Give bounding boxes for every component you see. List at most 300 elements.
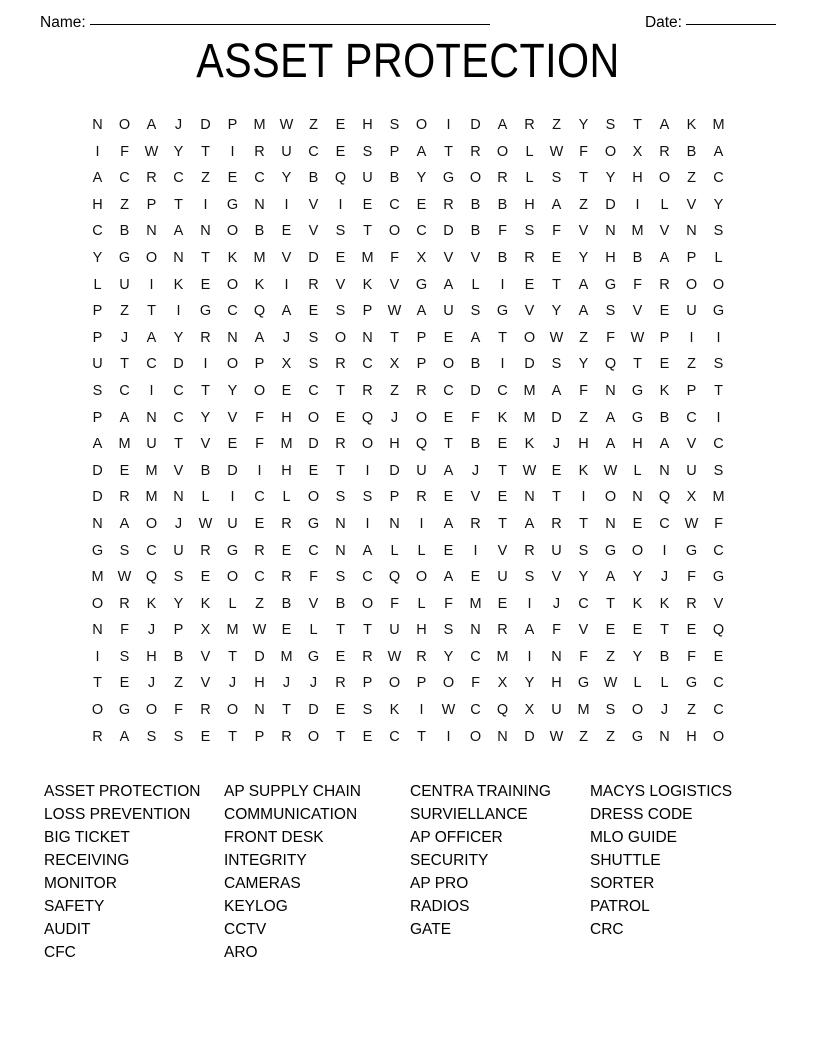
word-bank-item[interactable]: LOSS PREVENTION (44, 806, 191, 823)
grid-cell[interactable]: Y (578, 569, 589, 586)
grid-cell[interactable]: C (173, 382, 184, 399)
grid-cell[interactable]: E (335, 648, 346, 665)
grid-cell[interactable]: N (389, 515, 400, 532)
grid-cell[interactable]: S (605, 117, 616, 133)
grid-cell[interactable]: C (227, 303, 238, 320)
grid-cell[interactable]: I (527, 595, 532, 612)
grid-cell[interactable]: N (173, 489, 184, 506)
grid-cell[interactable]: O (604, 143, 617, 160)
grid-cell[interactable]: D (524, 356, 535, 373)
grid-cell[interactable]: F (633, 276, 642, 293)
grid-cell[interactable]: N (524, 489, 535, 506)
grid-cell[interactable]: A (659, 249, 670, 266)
grid-cell[interactable]: M (280, 648, 293, 665)
grid-cell[interactable]: T (363, 622, 372, 639)
grid-cell[interactable]: M (469, 595, 482, 612)
word-bank-item[interactable]: CCTV (224, 921, 267, 938)
grid-cell[interactable]: A (416, 143, 427, 160)
word-bank-item[interactable]: GATE (410, 921, 452, 938)
grid-cell[interactable]: Z (120, 196, 129, 213)
grid-cell[interactable]: O (118, 117, 131, 133)
grid-cell[interactable]: O (442, 356, 455, 373)
grid-cell[interactable]: K (227, 249, 238, 266)
grid-cell[interactable]: O (145, 702, 158, 719)
grid-cell[interactable]: S (335, 223, 346, 240)
grid-cell[interactable]: S (362, 143, 373, 160)
grid-cell[interactable]: J (228, 675, 237, 692)
grid-cell[interactable]: E (605, 622, 616, 639)
grid-cell[interactable]: O (361, 595, 374, 612)
grid-cell[interactable]: Q (334, 170, 347, 187)
word-bank-item[interactable]: AP OFFICER (410, 829, 503, 846)
grid-cell[interactable]: U (497, 569, 508, 586)
grid-cell[interactable]: A (578, 303, 589, 320)
grid-cell[interactable]: B (686, 143, 697, 160)
grid-cell[interactable]: R (119, 595, 130, 612)
grid-cell[interactable]: C (308, 382, 319, 399)
grid-cell[interactable]: Y (416, 170, 427, 187)
grid-cell[interactable]: E (443, 329, 454, 346)
grid-cell[interactable]: S (605, 702, 616, 719)
grid-cell[interactable]: M (280, 436, 293, 453)
grid-cell[interactable]: C (308, 542, 319, 559)
grid-cell[interactable]: G (712, 569, 725, 586)
grid-cell[interactable]: Y (227, 382, 238, 399)
grid-cell[interactable]: D (227, 462, 238, 479)
grid-cell[interactable]: B (308, 170, 319, 187)
word-bank-item[interactable]: BIG TICKET (44, 829, 130, 846)
grid-cell[interactable]: I (230, 489, 235, 506)
grid-cell[interactable]: R (497, 622, 508, 639)
grid-cell[interactable]: Q (388, 569, 401, 586)
grid-cell[interactable]: N (227, 329, 238, 346)
grid-cell[interactable]: C (713, 542, 724, 559)
grid-cell[interactable]: P (227, 117, 238, 133)
grid-cell[interactable]: I (176, 303, 181, 320)
grid-cell[interactable]: G (118, 702, 131, 719)
grid-cell[interactable]: Y (281, 170, 292, 187)
grid-cell[interactable]: V (308, 595, 319, 612)
word-bank-item[interactable]: MLO GUIDE (590, 829, 677, 846)
grid-cell[interactable]: O (496, 143, 509, 160)
grid-cell[interactable]: N (605, 515, 616, 532)
grid-cell[interactable]: B (119, 223, 130, 240)
grid-cell[interactable]: I (635, 196, 640, 213)
grid-cell[interactable]: F (444, 595, 453, 612)
grid-cell[interactable]: G (307, 515, 320, 532)
word-bank-item[interactable]: SURVIELLANCE (410, 806, 528, 823)
word-bank-item[interactable]: ARO (224, 944, 258, 961)
grid-cell[interactable]: V (497, 542, 508, 559)
grid-cell[interactable]: O (604, 489, 617, 506)
grid-cell[interactable]: F (120, 143, 129, 160)
grid-cell[interactable]: Q (145, 569, 158, 586)
grid-cell[interactable]: A (497, 117, 508, 133)
grid-cell[interactable]: I (257, 462, 262, 479)
grid-cell[interactable]: N (254, 196, 265, 213)
grid-cell[interactable]: J (660, 702, 669, 719)
grid-cell[interactable]: S (308, 356, 319, 373)
grid-cell[interactable]: A (92, 436, 103, 453)
grid-cell[interactable]: D (443, 223, 454, 240)
grid-cell[interactable]: B (389, 170, 400, 187)
grid-cell[interactable]: E (281, 542, 292, 559)
grid-cell[interactable]: G (685, 542, 698, 559)
grid-cell[interactable]: W (684, 515, 699, 532)
grid-cell[interactable]: A (119, 515, 130, 532)
grid-cell[interactable]: L (660, 675, 669, 692)
grid-cell[interactable]: T (606, 595, 615, 612)
word-bank-item[interactable]: ASSET PROTECTION (44, 783, 201, 800)
grid-cell[interactable]: T (147, 303, 156, 320)
grid-cell[interactable]: P (686, 382, 697, 399)
grid-cell[interactable]: H (362, 117, 373, 133)
grid-cell[interactable]: R (524, 249, 535, 266)
grid-cell[interactable]: E (416, 196, 427, 213)
grid-cell[interactable]: U (551, 702, 562, 719)
grid-cell[interactable]: C (92, 223, 103, 240)
grid-cell[interactable]: V (713, 595, 724, 612)
grid-cell[interactable]: L (201, 489, 210, 506)
grid-cell[interactable]: F (498, 223, 507, 240)
grid-cell[interactable]: E (281, 223, 292, 240)
grid-cell[interactable]: T (552, 489, 561, 506)
grid-cell[interactable]: E (200, 276, 211, 293)
grid-cell[interactable]: U (443, 303, 454, 320)
grid-cell[interactable]: F (120, 622, 129, 639)
grid-cell[interactable]: D (389, 462, 400, 479)
grid-cell[interactable]: T (201, 249, 210, 266)
grid-cell[interactable]: L (282, 489, 291, 506)
grid-cell[interactable]: H (686, 728, 697, 745)
grid-cell[interactable]: U (119, 276, 130, 293)
grid-cell[interactable]: J (552, 595, 561, 612)
grid-cell[interactable]: K (659, 382, 670, 399)
grid-cell[interactable]: J (174, 515, 183, 532)
grid-cell[interactable]: L (525, 170, 534, 187)
grid-cell[interactable]: I (203, 356, 208, 373)
grid-cell[interactable]: N (362, 329, 373, 346)
grid-cell[interactable]: X (200, 622, 211, 639)
grid-cell[interactable]: L (660, 196, 669, 213)
grid-cell[interactable]: R (659, 276, 670, 293)
word-bank-item[interactable]: CFC (44, 944, 76, 961)
grid-cell[interactable]: Y (443, 648, 454, 665)
grid-cell[interactable]: O (361, 436, 374, 453)
grid-cell[interactable]: C (389, 196, 400, 213)
grid-cell[interactable]: J (471, 462, 480, 479)
grid-cell[interactable]: Z (687, 702, 696, 719)
grid-cell[interactable]: B (470, 223, 481, 240)
grid-cell[interactable]: F (687, 569, 696, 586)
grid-cell[interactable]: C (497, 382, 508, 399)
grid-cell[interactable]: Z (687, 356, 696, 373)
grid-cell[interactable]: R (551, 515, 562, 532)
grid-cell[interactable]: P (362, 303, 373, 320)
grid-cell[interactable]: H (632, 436, 643, 453)
grid-cell[interactable]: Y (551, 303, 562, 320)
grid-cell[interactable]: E (443, 542, 454, 559)
grid-cell[interactable]: Z (579, 196, 588, 213)
grid-cell[interactable]: N (173, 249, 184, 266)
grid-cell[interactable]: K (389, 702, 400, 719)
grid-cell[interactable]: O (415, 409, 428, 426)
grid-cell[interactable]: N (92, 622, 103, 639)
grid-cell[interactable]: V (335, 276, 346, 293)
grid-cell[interactable]: I (338, 196, 343, 213)
grid-cell[interactable]: O (145, 515, 158, 532)
grid-cell[interactable]: G (91, 542, 104, 559)
grid-cell[interactable]: F (579, 143, 588, 160)
grid-cell[interactable]: Q (415, 436, 428, 453)
grid-cell[interactable]: C (389, 728, 400, 745)
grid-cell[interactable]: P (659, 329, 670, 346)
grid-cell[interactable]: C (470, 648, 481, 665)
grid-cell[interactable]: A (659, 117, 670, 133)
grid-cell[interactable]: Q (712, 622, 725, 639)
grid-cell[interactable]: M (253, 249, 266, 266)
grid-cell[interactable]: O (631, 702, 644, 719)
grid-cell[interactable]: G (631, 382, 644, 399)
grid-cell[interactable]: P (92, 303, 103, 320)
grid-cell[interactable]: L (309, 622, 318, 639)
grid-cell[interactable]: P (416, 356, 427, 373)
grid-cell[interactable]: Y (92, 249, 103, 266)
grid-cell[interactable]: N (92, 117, 103, 133)
grid-cell[interactable]: A (605, 569, 616, 586)
grid-cell[interactable]: C (443, 382, 454, 399)
grid-cell[interactable]: J (147, 622, 156, 639)
grid-cell[interactable]: A (578, 276, 589, 293)
grid-cell[interactable]: X (632, 143, 643, 160)
grid-cell[interactable]: P (92, 329, 103, 346)
grid-cell[interactable]: O (631, 542, 644, 559)
grid-cell[interactable]: S (308, 329, 319, 346)
grid-cell[interactable]: I (95, 143, 100, 160)
grid-cell[interactable]: A (254, 329, 265, 346)
grid-cell[interactable]: P (362, 675, 373, 692)
grid-cell[interactable]: C (254, 569, 265, 586)
grid-cell[interactable]: S (389, 117, 400, 133)
grid-cell[interactable]: R (200, 702, 211, 719)
grid-cell[interactable]: K (632, 595, 643, 612)
grid-cell[interactable]: M (523, 409, 536, 426)
grid-cell[interactable]: I (95, 648, 100, 665)
grid-cell[interactable]: A (146, 329, 157, 346)
grid-cell[interactable]: J (282, 329, 291, 346)
grid-cell[interactable]: E (308, 303, 319, 320)
grid-cell[interactable]: S (335, 303, 346, 320)
grid-cell[interactable]: R (335, 436, 346, 453)
grid-cell[interactable]: E (362, 196, 373, 213)
grid-cell[interactable]: Z (120, 303, 129, 320)
grid-cell[interactable]: R (686, 595, 697, 612)
grid-cell[interactable]: R (281, 515, 292, 532)
grid-cell[interactable]: Z (552, 117, 561, 133)
grid-cell[interactable]: G (631, 728, 644, 745)
grid-cell[interactable]: R (281, 569, 292, 586)
grid-cell[interactable]: R (524, 117, 535, 133)
grid-cell[interactable]: I (662, 542, 667, 559)
grid-cell[interactable]: O (145, 249, 158, 266)
grid-cell[interactable]: U (389, 622, 400, 639)
grid-cell[interactable]: A (659, 436, 670, 453)
grid-cell[interactable]: S (173, 569, 184, 586)
grid-cell[interactable]: O (469, 170, 482, 187)
grid-cell[interactable]: X (686, 489, 697, 506)
grid-cell[interactable]: I (419, 702, 424, 719)
grid-cell[interactable]: A (524, 622, 535, 639)
grid-cell[interactable]: K (254, 276, 265, 293)
grid-cell[interactable]: K (659, 595, 670, 612)
grid-cell[interactable]: F (714, 515, 723, 532)
grid-cell[interactable]: D (200, 117, 211, 133)
grid-cell[interactable]: C (686, 409, 697, 426)
grid-cell[interactable]: S (713, 223, 724, 240)
grid-cell[interactable]: R (200, 542, 211, 559)
grid-cell[interactable]: S (119, 542, 130, 559)
grid-cell[interactable]: T (660, 622, 669, 639)
grid-cell[interactable]: C (578, 595, 589, 612)
grid-cell[interactable]: J (282, 675, 291, 692)
grid-cell[interactable]: T (228, 648, 237, 665)
grid-cell[interactable]: T (552, 276, 561, 293)
grid-cell[interactable]: A (443, 569, 454, 586)
grid-cell[interactable]: M (577, 702, 590, 719)
grid-cell[interactable]: N (146, 223, 157, 240)
grid-cell[interactable]: S (362, 489, 373, 506)
grid-cell[interactable]: A (605, 436, 616, 453)
grid-cell[interactable]: A (443, 462, 454, 479)
grid-cell[interactable]: E (281, 622, 292, 639)
grid-cell[interactable]: O (469, 728, 482, 745)
grid-cell[interactable]: W (252, 622, 267, 639)
grid-cell[interactable]: A (119, 728, 130, 745)
grid-cell[interactable]: P (92, 409, 103, 426)
grid-cell[interactable]: H (605, 249, 616, 266)
grid-cell[interactable]: F (390, 595, 399, 612)
grid-cell[interactable]: T (633, 356, 642, 373)
grid-cell[interactable]: Z (255, 595, 264, 612)
grid-cell[interactable]: E (335, 702, 346, 719)
grid-cell[interactable]: B (497, 249, 508, 266)
grid-cell[interactable]: I (446, 728, 451, 745)
grid-cell[interactable]: T (417, 728, 426, 745)
grid-cell[interactable]: M (91, 569, 104, 586)
grid-cell[interactable]: O (523, 329, 536, 346)
grid-cell[interactable]: E (551, 462, 562, 479)
grid-cell[interactable]: R (470, 515, 481, 532)
grid-cell[interactable]: E (551, 249, 562, 266)
grid-cell[interactable]: M (523, 382, 536, 399)
grid-cell[interactable]: O (388, 675, 401, 692)
grid-cell[interactable]: G (604, 276, 617, 293)
grid-cell[interactable]: N (335, 542, 346, 559)
grid-cell[interactable]: P (254, 728, 265, 745)
grid-cell[interactable]: F (255, 409, 264, 426)
grid-cell[interactable]: G (442, 170, 455, 187)
grid-cell[interactable]: T (174, 196, 183, 213)
grid-cell[interactable]: W (603, 675, 618, 692)
grid-cell[interactable]: O (712, 276, 725, 293)
grid-cell[interactable]: Z (390, 382, 399, 399)
grid-cell[interactable]: N (146, 409, 157, 426)
grid-cell[interactable]: R (254, 143, 265, 160)
grid-cell[interactable]: F (174, 702, 183, 719)
grid-cell[interactable]: M (253, 117, 266, 133)
grid-cell[interactable]: Q (604, 356, 617, 373)
grid-cell[interactable]: W (603, 462, 618, 479)
grid-cell[interactable]: J (390, 409, 399, 426)
grid-cell[interactable]: V (578, 223, 589, 240)
grid-cell[interactable]: A (119, 409, 130, 426)
grid-cell[interactable]: C (146, 356, 157, 373)
grid-cell[interactable]: Z (606, 648, 615, 665)
grid-cell[interactable]: G (604, 542, 617, 559)
grid-cell[interactable]: M (226, 622, 239, 639)
grid-cell[interactable]: O (91, 702, 104, 719)
grid-cell[interactable]: K (497, 409, 508, 426)
grid-cell[interactable]: C (254, 170, 265, 187)
grid-cell[interactable]: F (552, 622, 561, 639)
grid-cell[interactable]: F (471, 409, 480, 426)
grid-cell[interactable]: F (309, 569, 318, 586)
grid-cell[interactable]: C (146, 542, 157, 559)
grid-cell[interactable]: T (336, 728, 345, 745)
grid-cell[interactable]: N (497, 728, 508, 745)
grid-cell[interactable]: V (308, 196, 319, 213)
grid-cell[interactable]: L (228, 595, 237, 612)
grid-cell[interactable]: O (415, 117, 428, 133)
grid-cell[interactable]: Z (687, 170, 696, 187)
date-input-rule[interactable] (686, 24, 776, 25)
grid-cell[interactable]: F (606, 329, 615, 346)
grid-cell[interactable]: C (713, 170, 724, 187)
grid-cell[interactable]: E (713, 648, 724, 665)
grid-cell[interactable]: R (308, 276, 319, 293)
grid-cell[interactable]: Y (713, 196, 724, 213)
word-bank-item[interactable]: RECEIVING (44, 852, 130, 869)
grid-cell[interactable]: V (389, 276, 400, 293)
word-bank-item[interactable]: INTEGRITY (224, 852, 307, 869)
word-bank-item[interactable]: RADIOS (410, 898, 470, 915)
grid-cell[interactable]: C (362, 569, 373, 586)
grid-cell[interactable]: J (660, 569, 669, 586)
grid-cell[interactable]: S (605, 303, 616, 320)
grid-cell[interactable]: I (500, 356, 505, 373)
grid-cell[interactable]: R (281, 728, 292, 745)
grid-cell[interactable]: M (145, 489, 158, 506)
grid-cell[interactable]: T (336, 462, 345, 479)
grid-cell[interactable]: E (470, 569, 481, 586)
grid-cell[interactable]: V (578, 622, 589, 639)
grid-cell[interactable]: C (416, 223, 427, 240)
grid-cell[interactable]: I (419, 515, 424, 532)
grid-cell[interactable]: S (443, 622, 454, 639)
grid-cell[interactable]: U (416, 462, 427, 479)
word-bank-item[interactable]: SAFETY (44, 898, 105, 915)
grid-cell[interactable]: K (146, 595, 157, 612)
grid-cell[interactable]: H (632, 170, 643, 187)
grid-cell[interactable]: S (551, 356, 562, 373)
grid-cell[interactable]: O (307, 409, 320, 426)
grid-cell[interactable]: A (713, 143, 724, 160)
grid-cell[interactable]: N (335, 515, 346, 532)
grid-cell[interactable]: A (146, 117, 157, 133)
grid-cell[interactable]: E (497, 489, 508, 506)
grid-cell[interactable]: Y (632, 648, 643, 665)
grid-cell[interactable]: C (173, 409, 184, 426)
